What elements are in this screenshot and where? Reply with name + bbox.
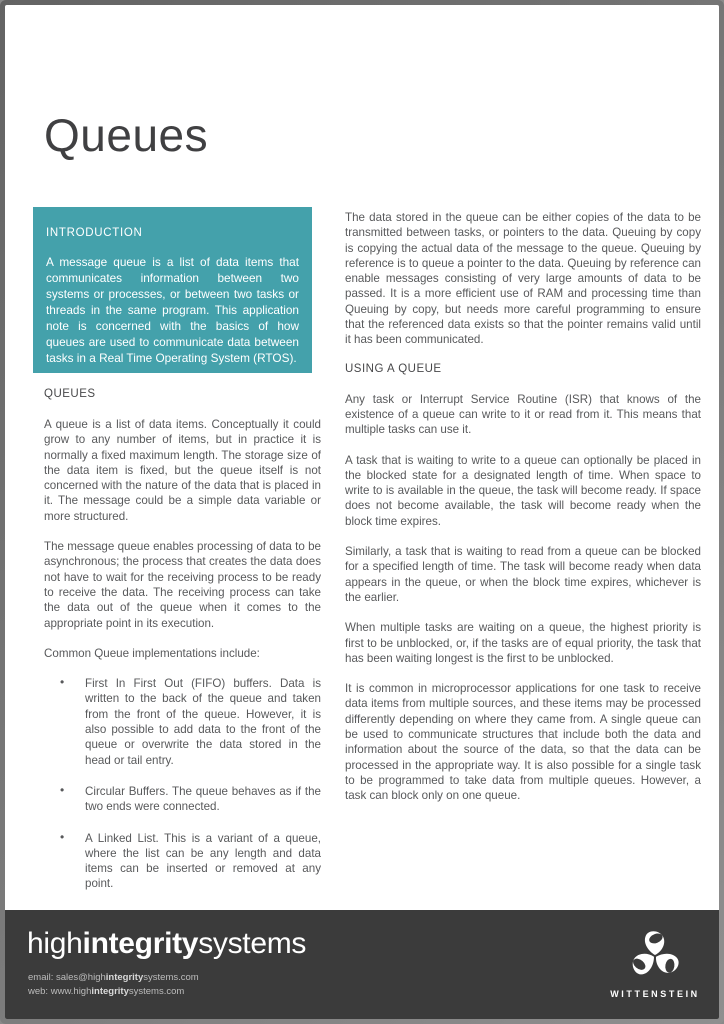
email-label: email: — [28, 972, 56, 983]
web-address-part: www.high — [50, 986, 92, 997]
bullet-icon: • — [60, 675, 65, 690]
email-address-part: sales@high — [55, 972, 106, 983]
email-address-part: integrity — [105, 972, 144, 983]
company-logo — [27, 927, 306, 961]
paragraph: It is common in microprocessor applications for one task to receive data items from multiple sources, and these items may be processed differently depending on where they came from. A single queue can be used to communicate structures that include both the data and information about the source of the data, so that the data can be processed in the appropriate way. It is also possible for a single task to be programmed to take data from multiple queues. However, a task can block only on one queue. — [345, 682, 701, 803]
bullet-icon: • — [60, 782, 65, 797]
introduction-panel — [33, 207, 312, 373]
queue-implementations-list — [44, 676, 321, 892]
paragraph: A task that is waiting to write to a queue can optionally be placed in the blocked state for a designated length of time. When space to write to is available in the queue, the task will become ready. If space does not become available, the task will become ready when the block time expires. — [345, 453, 701, 528]
document-page — [5, 5, 719, 1019]
logo-text-integrity: integrity — [82, 927, 199, 960]
list-item-text: First In First Out (FIFO) buffers. Data is written to the back of the queue and taken from the front of the queue. However, it is also possible to add data to the front of the queue or overwrite the data stored in the head or tail entry. — [85, 677, 321, 767]
wittenstein-triskelion-icon — [626, 926, 684, 984]
email-address-part: systems.com — [143, 972, 199, 983]
list-item — [44, 676, 321, 768]
paragraph: The data stored in the queue can be either copies of the data to be transmitted between tasks, or pointers to the data. Queuing by copy is copying the actual data of the message to the queue. Queuing by reference is to queue a pointer to the data. Queuing by reference can enable messages consisting of very large amounts of data to be passed. It is a more efficient use of RAM and processing time than Queuing by copy, but needs more careful programming to ensure that the referenced data exists so that the pointer remains valid until it has been communicated. — [345, 211, 701, 347]
web-label: web: — [28, 986, 51, 997]
footer-email — [28, 971, 199, 985]
footer-web — [28, 985, 199, 999]
list-item — [44, 831, 321, 892]
list-item — [44, 784, 321, 815]
logo-text-high: high — [27, 927, 83, 960]
logo-text-systems: systems — [198, 927, 307, 960]
queues-heading: QUEUES — [44, 388, 96, 400]
page-title: Queues — [44, 108, 209, 161]
paragraph: Common Queue implementations include: — [44, 646, 260, 660]
bullet-icon: • — [60, 829, 65, 844]
list-item-text: Circular Buffers. The queue behaves as if the two ends were connected. — [85, 784, 321, 814]
paragraph: Any task or Interrupt Service Routine (ISR) that knows of the existence of a queue can write to it or read from it. This means that multiple tasks can use it. — [345, 392, 701, 437]
wittenstein-logo — [605, 926, 705, 999]
footer-contact-block — [28, 971, 199, 999]
list-item-text: A Linked List. This is a variant of a queue, where the list can be any length and data items can be inserted or removed at any point. — [85, 831, 321, 891]
using-a-queue-heading: USING A QUEUE — [345, 362, 442, 375]
right-column — [345, 210, 701, 819]
paragraph: When multiple tasks are waiting on a queue, the highest priority is first to be unblocked, or, if the tasks are of equal priority, the task that has been waiting longest is the first to be unblocked. — [345, 621, 701, 665]
introduction-text: A message queue is a list of data items that communicates information between two systems or processes, or between two tasks or threads in the same program. This application note is concerned with the basics of how queues are used to communicate data between tasks in a Real Time Operating System (RTOS). — [46, 255, 299, 365]
paragraph: Similarly, a task that is waiting to read from a queue can be blocked for a specified length of time. The task will become ready when data appears in the queue, or when the block time expires, whichever is the earlier. — [345, 545, 701, 604]
wittenstein-brand-text: WITTENSTEIN — [610, 989, 700, 999]
web-address-part: systems.com — [128, 986, 185, 997]
introduction-heading: INTRODUCTION — [46, 227, 143, 239]
left-column — [44, 388, 321, 908]
footer-bar — [5, 910, 719, 1019]
paragraph: A queue is a list of data items. Conceptually it could grow to any number of items, but in practice it is normally a fixed maximum length. The storage size of the data item is fixed, but the queue itself is not concerned with the nature of the data that is placed in it. The message could be a simple data variable or more structured. — [44, 418, 321, 523]
web-address-part: integrity — [91, 986, 129, 997]
paragraph: The message queue enables processing of data to be asynchronous; the process that creates the data does not have to wait for the receiving process to be ready to receive the data. The receiving process can take the data out of the queue when it comes to the appropriate point in its execution. — [44, 540, 321, 630]
